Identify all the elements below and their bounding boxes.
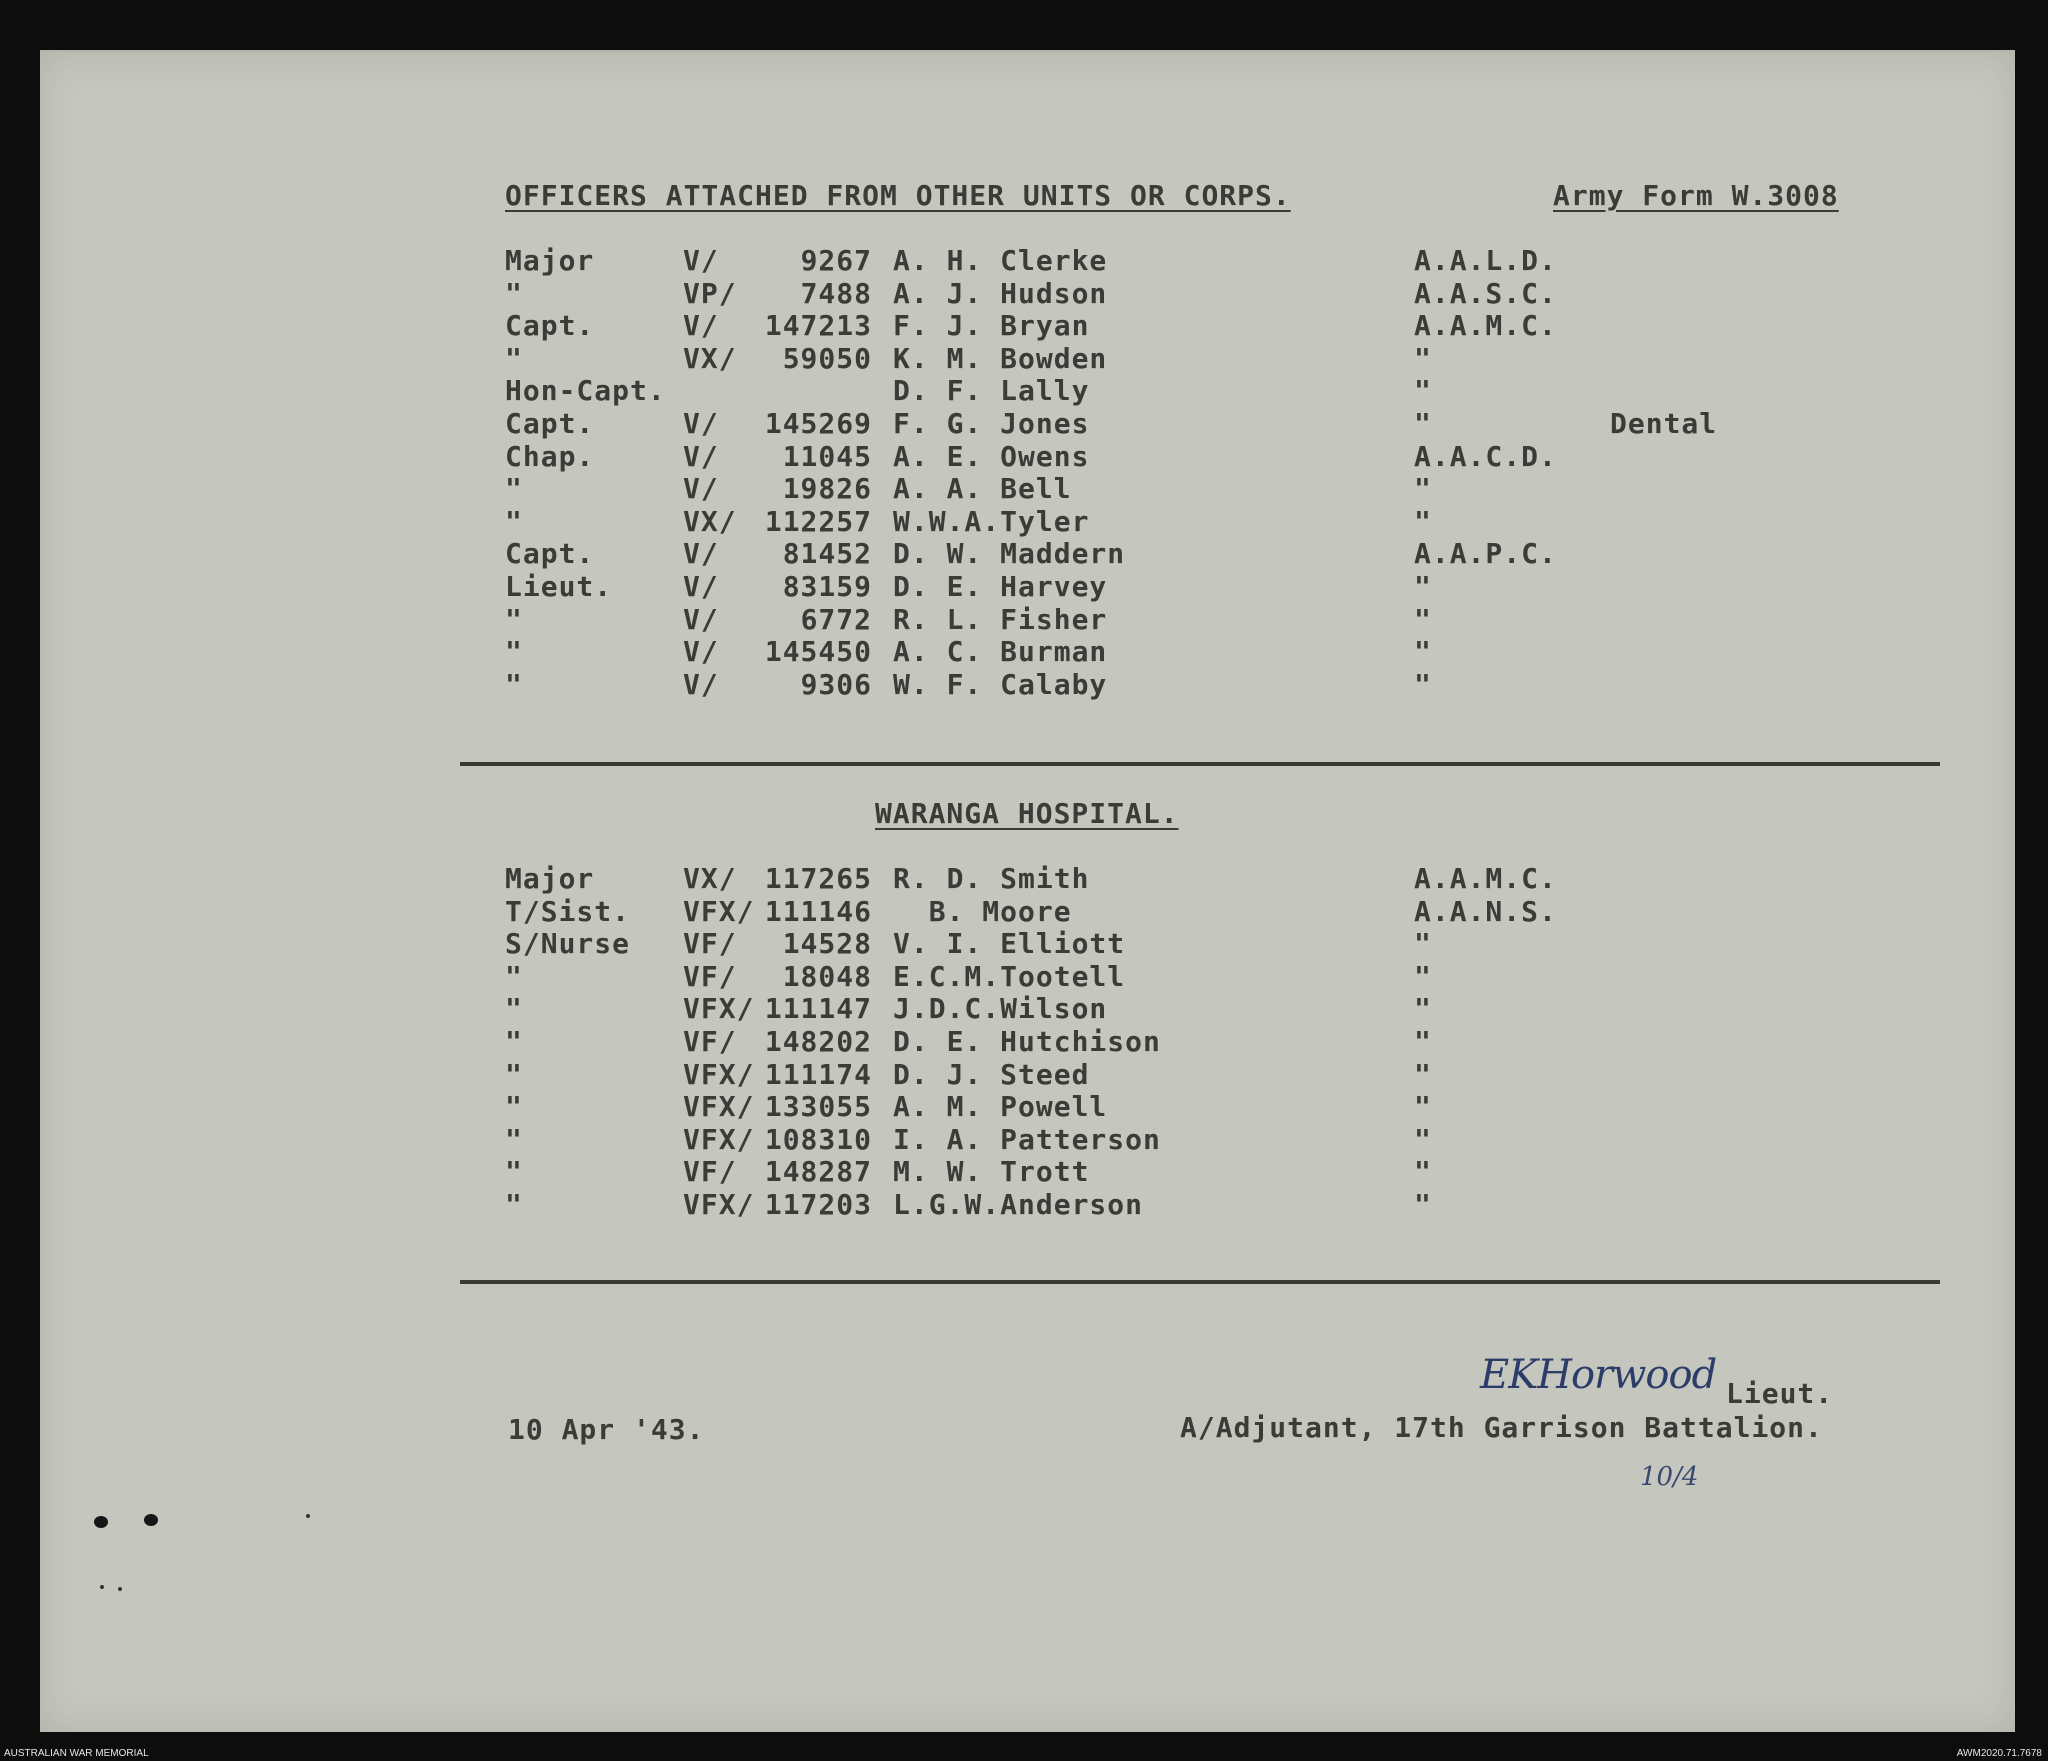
row-rank: S/Nurse (505, 927, 631, 961)
row-prefix: V/ (683, 439, 719, 473)
row-prefix: V/ (683, 570, 719, 603)
row-rank: Chap. (505, 439, 595, 473)
row-name: D. W. Maddern (893, 537, 1126, 571)
row-corps: " (1414, 1090, 1432, 1124)
signatory-position: A/Adjutant, 17th Garrison Battalion. (1180, 1411, 1823, 1444)
row-prefix: VF/ (683, 959, 737, 993)
row-number: 108310 (764, 1122, 872, 1156)
row-prefix: V/ (683, 407, 719, 440)
archive-reference: AWM2020.71.7678 (1956, 1748, 2042, 1759)
row-prefix: V/ (683, 667, 719, 701)
row-number: 112257 (764, 504, 872, 538)
row-rank: " (505, 1188, 523, 1221)
row-corps: " (1414, 1025, 1432, 1058)
row-prefix: VFX/ (683, 992, 755, 1026)
row-corps: " (1414, 1122, 1432, 1156)
row-number: 147213 (764, 309, 872, 343)
row-number: 145269 (764, 407, 872, 440)
row-rank: " (505, 1090, 523, 1124)
row-number: 7488 (800, 276, 872, 310)
row-corps: " (1414, 635, 1432, 669)
row-name: A. J. Hudson (893, 276, 1108, 310)
row-name: I. A. Patterson (893, 1122, 1161, 1156)
row-number: 59050 (782, 341, 872, 375)
section-title-waranga-hospital: WARANGA HOSPITAL. (875, 797, 1179, 830)
row-rank: Major (505, 862, 595, 895)
row-rank: Hon-Capt. (505, 374, 666, 408)
row-rank: " (505, 276, 523, 310)
row-name: L.G.W.Anderson (893, 1188, 1144, 1221)
row-corps: A.A.P.C. (1414, 537, 1557, 571)
row-number: 14528 (782, 927, 872, 961)
row-number: 117265 (764, 862, 872, 895)
row-number: 148202 (764, 1025, 872, 1058)
row-number: 9306 (800, 667, 872, 701)
row-prefix: V/ (683, 244, 719, 277)
paper-speck (100, 1585, 104, 1589)
row-name: A. H. Clerke (893, 244, 1108, 277)
archive-label: AUSTRALIAN WAR MEMORIAL (4, 1748, 149, 1759)
row-number: 111174 (764, 1057, 872, 1091)
row-name: A. C. Burman (893, 635, 1108, 669)
row-corps: " (1414, 504, 1432, 538)
row-prefix: V/ (683, 309, 719, 343)
row-number: 19826 (782, 472, 872, 506)
row-corps: " (1414, 341, 1432, 375)
row-rank: " (505, 602, 523, 636)
row-rank: Capt. (505, 537, 595, 571)
row-prefix: VF/ (683, 927, 737, 961)
row-rank: " (505, 1122, 523, 1156)
row-name: D. E. Harvey (893, 570, 1108, 603)
document-date: 10 Apr '43. (508, 1413, 705, 1446)
handwritten-date-note: 10/4 (1640, 1462, 1699, 1492)
row-prefix: VFX/ (683, 1090, 755, 1124)
row-name: B. Moore (893, 894, 1072, 928)
section-divider-2 (460, 1280, 1940, 1284)
row-prefix: VP/ (683, 276, 737, 310)
row-number: 81452 (782, 537, 872, 571)
row-rank: " (505, 992, 523, 1026)
row-corps: A.A.C.D. (1414, 439, 1557, 473)
row-name: F. J. Bryan (893, 309, 1090, 343)
row-number: 9267 (800, 244, 872, 277)
row-prefix: VFX/ (683, 1057, 755, 1091)
handwritten-signature: EKHorwood (1480, 1352, 1717, 1398)
row-name: A. M. Powell (893, 1090, 1108, 1124)
signatory-rank: Lieut. (1726, 1377, 1834, 1410)
row-rank: Major (505, 244, 595, 277)
row-number: 148287 (764, 1155, 872, 1189)
row-corps: A.A.N.S. (1414, 894, 1557, 928)
row-prefix: VF/ (683, 1155, 737, 1189)
row-rank: " (505, 1025, 523, 1058)
row-corps: " (1414, 959, 1432, 993)
row-rank: " (505, 504, 523, 538)
paper-speck (306, 1514, 310, 1518)
row-corps: A.A.L.D. (1414, 244, 1557, 277)
row-number: 117203 (764, 1188, 872, 1221)
row-corps: " (1414, 472, 1432, 506)
row-number: 11045 (782, 439, 872, 473)
row-corps: A.A.M.C. (1414, 309, 1557, 343)
row-prefix: VFX/ (683, 1188, 755, 1221)
row-prefix: V/ (683, 472, 719, 506)
row-prefix: V/ (683, 537, 719, 571)
row-rank: Capt. (505, 407, 595, 440)
row-rank: " (505, 341, 523, 375)
row-corps: " (1414, 992, 1432, 1026)
row-number: 145450 (764, 635, 872, 669)
row-prefix: VX/ (683, 341, 737, 375)
punch-hole (144, 1514, 158, 1526)
row-rank: " (505, 635, 523, 669)
row-corps: A.A.S.C. (1414, 276, 1557, 310)
row-rank: Lieut. (505, 570, 613, 603)
row-number: 6772 (800, 602, 872, 636)
row-name: D. J. Steed (893, 1057, 1090, 1091)
row-number: 111147 (764, 992, 872, 1026)
row-name: W.W.A.Tyler (893, 504, 1090, 538)
row-corps: " (1414, 602, 1432, 636)
row-prefix: VF/ (683, 1025, 737, 1058)
row-name: J.D.C.Wilson (893, 992, 1108, 1026)
row-name: A. A. Bell (893, 472, 1072, 506)
section-title-officers-attached: OFFICERS ATTACHED FROM OTHER UNITS OR CORPS. (505, 179, 1291, 212)
row-number: 133055 (764, 1090, 872, 1124)
row-rank: " (505, 667, 523, 701)
row-rank: " (505, 1057, 523, 1091)
row-name: D. F. Lally (893, 374, 1090, 408)
row-prefix: VX/ (683, 504, 737, 538)
row-rank: Capt. (505, 309, 595, 343)
punch-hole (94, 1516, 108, 1528)
row-number: 18048 (782, 959, 872, 993)
paper-speck (118, 1587, 122, 1591)
row-prefix: VX/ (683, 862, 737, 895)
row-corps: " (1414, 1155, 1432, 1189)
row-rank: " (505, 959, 523, 993)
row-name: F. G. Jones (893, 407, 1090, 440)
row-name: A. E. Owens (893, 439, 1090, 473)
row-corps: " (1414, 927, 1432, 961)
army-form-number: Army Form W.3008 (1553, 179, 1839, 212)
row-corps: A.A.M.C. (1414, 862, 1557, 895)
row-name: K. M. Bowden (893, 341, 1108, 375)
row-prefix: VFX/ (683, 1122, 755, 1156)
row-prefix: V/ (683, 635, 719, 669)
row-corps: " (1414, 667, 1432, 701)
row-prefix: VFX/ (683, 894, 755, 928)
row-corps: " (1414, 1188, 1432, 1221)
row-name: E.C.M.Tootell (893, 959, 1126, 993)
row-rank: " (505, 472, 523, 506)
row-name: R. L. Fisher (893, 602, 1108, 636)
row-name: M. W. Trott (893, 1155, 1090, 1189)
row-name: D. E. Hutchison (893, 1025, 1161, 1058)
row-name: R. D. Smith (893, 862, 1090, 895)
row-prefix: V/ (683, 602, 719, 636)
row-corps: " (1414, 374, 1432, 408)
row-rank: T/Sist. (505, 894, 631, 928)
row-number: 111146 (764, 894, 872, 928)
row-name: V. I. Elliott (893, 927, 1126, 961)
row-corps: " (1414, 1057, 1432, 1091)
row-corps: " (1414, 570, 1432, 603)
section-divider-1 (460, 762, 1940, 766)
row-corps: " (1414, 407, 1432, 440)
row-name: W. F. Calaby (893, 667, 1108, 701)
row-number: 83159 (782, 570, 872, 603)
row-rank: " (505, 1155, 523, 1189)
row-note: Dental (1610, 407, 1718, 440)
